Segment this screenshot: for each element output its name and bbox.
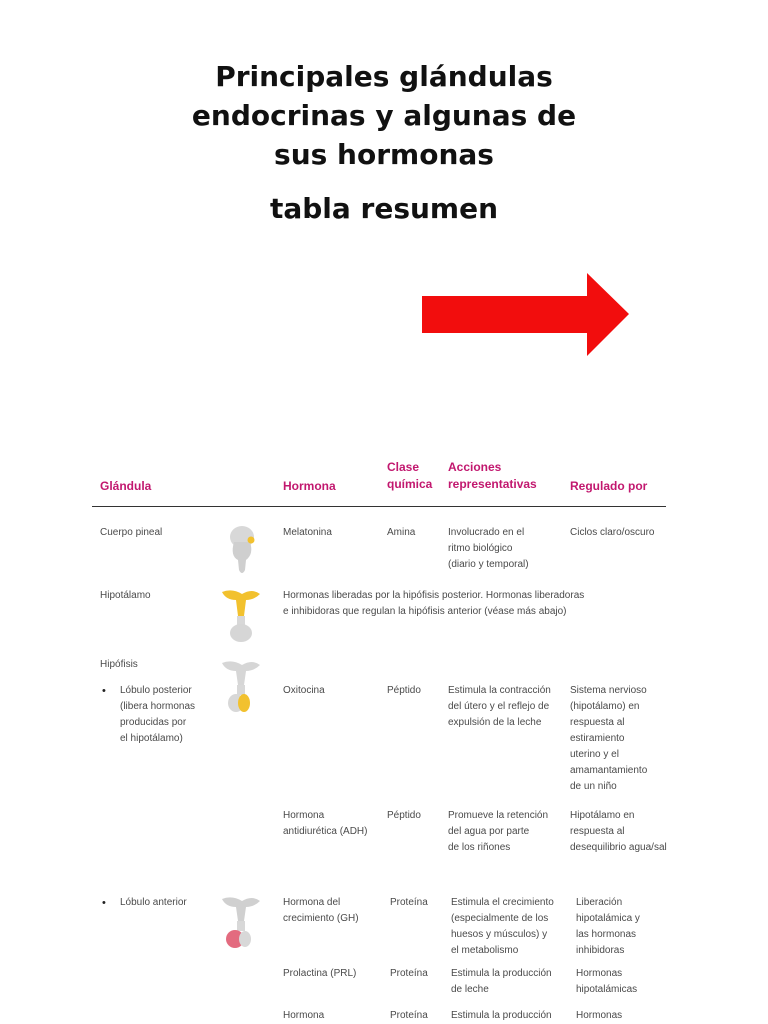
- cell-regulado-gh: Liberación hipotalámica y las hormonas inhibidoras: [576, 897, 640, 956]
- cell-clase-prl: Proteína: [390, 968, 428, 979]
- cell-hormona-adh: Hormona antidiurética (ADH): [283, 810, 368, 837]
- cell-glandula-pineal: Cuerpo pineal: [100, 527, 163, 538]
- header-regulado: Regulado por: [570, 479, 648, 493]
- hypothalamus-icon: [218, 586, 264, 644]
- cell-regulado-adh: Hipotálamo en respuesta al desequilibrio agua/sal: [570, 810, 667, 853]
- page-title: Principales glándulas endocrinas y algunas de sus hormonas: [191, 60, 577, 171]
- cell-hormona-prl: Prolactina (PRL): [283, 968, 357, 979]
- cell-acciones-gh: Estimula el crecimiento (especialmente de los huesos y músculos) y el metabolismo: [451, 897, 554, 956]
- cell-regulado-oxitocina: Sistema nervioso (hipotálamo) en respuesta al estiramiento uterino y el amamantamiento de un niño: [570, 685, 648, 792]
- arrow-right-icon: [420, 272, 632, 358]
- cell-acciones-prl: Estimula la producción de leche: [451, 968, 552, 995]
- cell-regulado-prl: Hormonas hipotalámicas: [576, 968, 638, 995]
- header-glandula: Glándula: [100, 479, 152, 493]
- header-clase: Clase química: [387, 460, 433, 491]
- cell-hormona-hipotalamo: Hormonas liberadas por la hipófisis posterior. Hormonas liberadoras e inhibidoras que regulan la hipófisis anterior (véase más abajo): [283, 590, 585, 617]
- cell-hormona-pineal: Melatonina: [283, 527, 332, 538]
- cell-clase-adh: Péptido: [387, 810, 421, 821]
- cell-regulado-cutoff: Hormonas: [576, 1010, 623, 1021]
- page-subtitle: tabla resumen: [269, 192, 499, 225]
- cell-clase-oxitocina: Péptido: [387, 685, 421, 696]
- cell-clase-gh: Proteína: [390, 897, 428, 908]
- header-acciones: Acciones representativas: [448, 460, 537, 491]
- header-hormona: Hormona: [283, 479, 336, 493]
- cell-glandula-hipofisis: Hipófisis: [100, 659, 138, 670]
- cell-regulado-pineal: Ciclos claro/oscuro: [570, 527, 655, 538]
- posterior-pituitary-icon: [218, 657, 264, 715]
- cell-glandula-lobulo-posterior: • Lóbulo posterior (libera hormonas producidas por el hipotálamo): [120, 683, 195, 747]
- cell-hormona-oxitocina: Oxitocina: [283, 685, 325, 696]
- cell-glandula-lobulo-anterior: • Lóbulo anterior: [120, 895, 187, 911]
- pineal-gland-icon: [222, 520, 262, 580]
- cell-hormona-cutoff: Hormona: [283, 1010, 325, 1021]
- cell-acciones-adh: Promueve la retención del agua por parte de los riñones: [448, 810, 549, 853]
- cell-acciones-cutoff: Estimula la producción: [451, 1010, 552, 1021]
- anterior-pituitary-icon: [218, 893, 264, 951]
- header-rule: [92, 506, 666, 507]
- cell-acciones-pineal: Involucrado en el ritmo biológico (diario y temporal): [448, 527, 529, 570]
- cell-clase-cutoff: Proteína: [390, 1010, 428, 1021]
- cell-glandula-hipotalamo: Hipotálamo: [100, 590, 151, 601]
- cell-hormona-gh: Hormona del crecimiento (GH): [283, 897, 359, 924]
- cell-clase-pineal: Amina: [387, 527, 416, 538]
- cell-acciones-oxitocina: Estimula la contracción del útero y el reflejo de expulsión de la leche: [448, 685, 551, 728]
